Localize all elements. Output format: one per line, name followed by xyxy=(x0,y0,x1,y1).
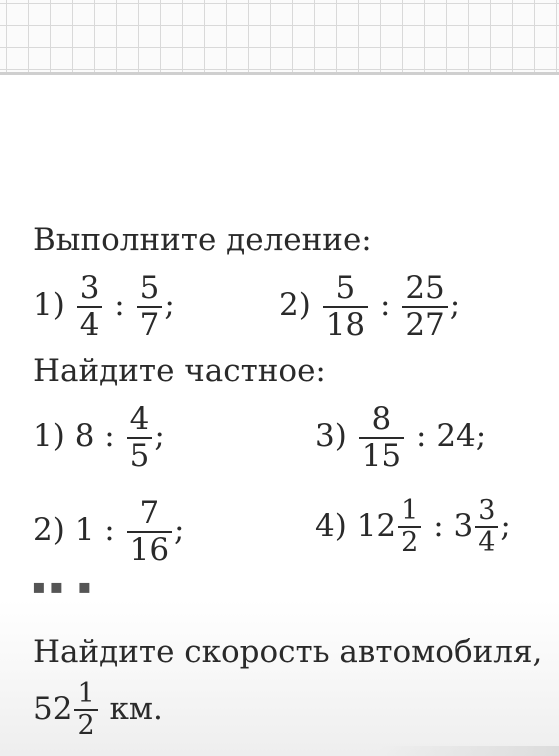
semicolon: ; xyxy=(154,418,165,455)
task-label: 3) xyxy=(315,418,347,455)
fraction: $\frac{5}{7}$ xyxy=(137,272,163,341)
whole-number: 1 xyxy=(74,512,95,549)
task-1-1 xyxy=(33,272,175,341)
task-2-3 xyxy=(315,403,486,472)
fraction: $\frac{25}{27}$ xyxy=(402,272,447,341)
grid-paper-header xyxy=(0,0,559,74)
operator: : xyxy=(104,512,115,549)
cut-off-text: ▪▪ ▪ xyxy=(32,574,96,598)
operator: : xyxy=(104,418,115,455)
task-label: 1) xyxy=(33,418,65,455)
operator: : xyxy=(114,287,125,324)
unit: км. xyxy=(109,690,163,727)
speed-value xyxy=(33,680,163,741)
heading-division: Выполните деление: xyxy=(33,222,372,258)
mixed-whole: 12 xyxy=(356,507,397,544)
semicolon: ; xyxy=(164,287,175,324)
page-edge xyxy=(0,72,559,75)
operator: : xyxy=(433,507,444,544)
speed-problem-line: Найдите скорость автомобиля, xyxy=(33,634,543,670)
fraction: $\frac{8}{15}$ xyxy=(359,403,404,472)
operator: : xyxy=(380,287,391,324)
task-label: 2) xyxy=(279,287,311,324)
semicolon: ; xyxy=(449,287,461,324)
semicolon: ; xyxy=(475,418,487,455)
whole-number: 24 xyxy=(436,418,476,455)
heading-quotient: Найдите частное: xyxy=(33,353,326,389)
whole-number: 8 xyxy=(74,418,95,455)
fraction: $\frac{5}{18}$ xyxy=(323,272,368,341)
fraction: $\frac{1}{2}$ xyxy=(74,680,97,741)
task-2-2 xyxy=(33,497,185,566)
semicolon: ; xyxy=(500,507,511,544)
mixed-whole: 3 xyxy=(453,507,474,544)
operator: : xyxy=(416,418,427,455)
task-label: 2) xyxy=(33,512,65,549)
fraction: $\frac{3}{4}$ xyxy=(77,272,103,341)
fraction: $\frac{1}{2}$ xyxy=(398,497,421,558)
task-label: 1) xyxy=(33,287,65,324)
task-2-4 xyxy=(315,497,511,558)
task-2-1 xyxy=(33,403,165,472)
mixed-whole: 52 xyxy=(33,690,73,727)
fraction: $\frac{4}{5}$ xyxy=(127,403,153,472)
corner-shadow xyxy=(379,746,559,756)
fraction: $\frac{3}{4}$ xyxy=(475,497,498,558)
task-1-2 xyxy=(279,272,460,341)
semicolon: ; xyxy=(174,512,185,549)
fraction: $\frac{7}{16}$ xyxy=(127,497,172,566)
task-label: 4) xyxy=(315,507,347,544)
